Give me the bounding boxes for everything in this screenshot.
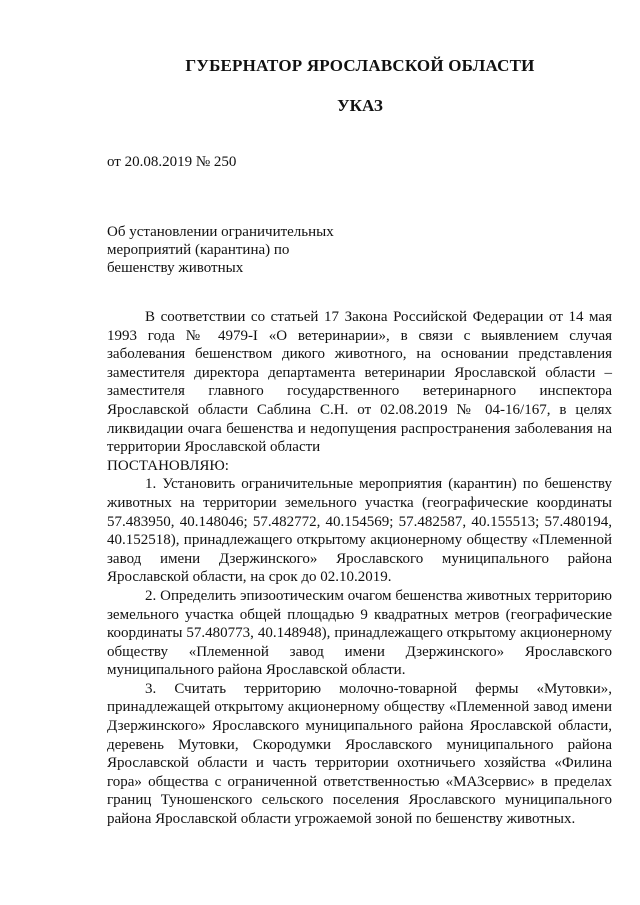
document-subject	[107, 223, 367, 277]
item-paragraph-1: 1. Установить ограничительные мероприятия (карантин) по бешенству животных на территории земельного участка (географические координаты 57.483950, 40.148046; 57.482772, 40.154569; 57.482587, 40.155513; 57.480194, 40.152518), принадлежащего открытому акционерному обществу «Племенной завод имени Дзержинского» Ярославского муниципального района Ярославской области, на срок до 02.10.2019.	[107, 476, 612, 586]
subject-line: мероприятий (карантина) по	[107, 242, 290, 258]
subject-line: бешенству животных	[107, 260, 244, 276]
subject-line: Об установлении ограничительных	[107, 224, 334, 240]
preamble-paragraph: В соответствии со статьей 17 Закона Российской Федерации от 14 мая 1993 года № 4979-I «О ветеринарии», в связи с выявлением случая заболевания бешенством дикого животного, на основании представления заместителя директора департамента ветеринарии Ярославской области – заместителя главного государственного ветеринарного инспектора Ярославской области Саблина С.Н. от 02.08.2019 № 04-16/167, в целях ликвидации очага бешенства и недопущения распространения заболевания на территории Ярославской области	[107, 309, 612, 456]
item-paragraph-2: 2. Определить эпизоотическим очагом бешенства животных территорию земельного участка общей площадью 9 квадратных метров (географические координаты 57.480773, 40.148948), принадлежащего открытому акционерному обществу «Племенной завод имени Дзержинского» Ярославского муниципального района Ярославской области.	[107, 587, 612, 679]
document-body	[107, 308, 612, 829]
item-paragraph-3: 3. Считать территорию молочно-товарной фермы «Мутовки», принадлежащей открытому акционерному обществу «Племенной завод имени Дзержинского» Ярославского муниципального района Ярославской области, деревень Мутовки, Скородумки Ярославского муниципального района Ярославской области и часть территории охотничьего хозяйства «Филина гора» общества с ограниченной ответственностью «МАЗсервис» в пределах границ Туношенского сельского поселения Ярославского муниципального района Ярославской области угрожаемой зоной по бешенству животных.	[107, 680, 612, 828]
document-date-number: от 20.08.2019 № 250	[107, 154, 237, 170]
decree-word: ПОСТАНОВЛЯЮ:	[107, 457, 229, 474]
issuer-title: ГУБЕРНАТОР ЯРОСЛАВСКОЙ ОБЛАСТИ	[185, 56, 535, 75]
document-type: УКАЗ	[337, 96, 383, 115]
